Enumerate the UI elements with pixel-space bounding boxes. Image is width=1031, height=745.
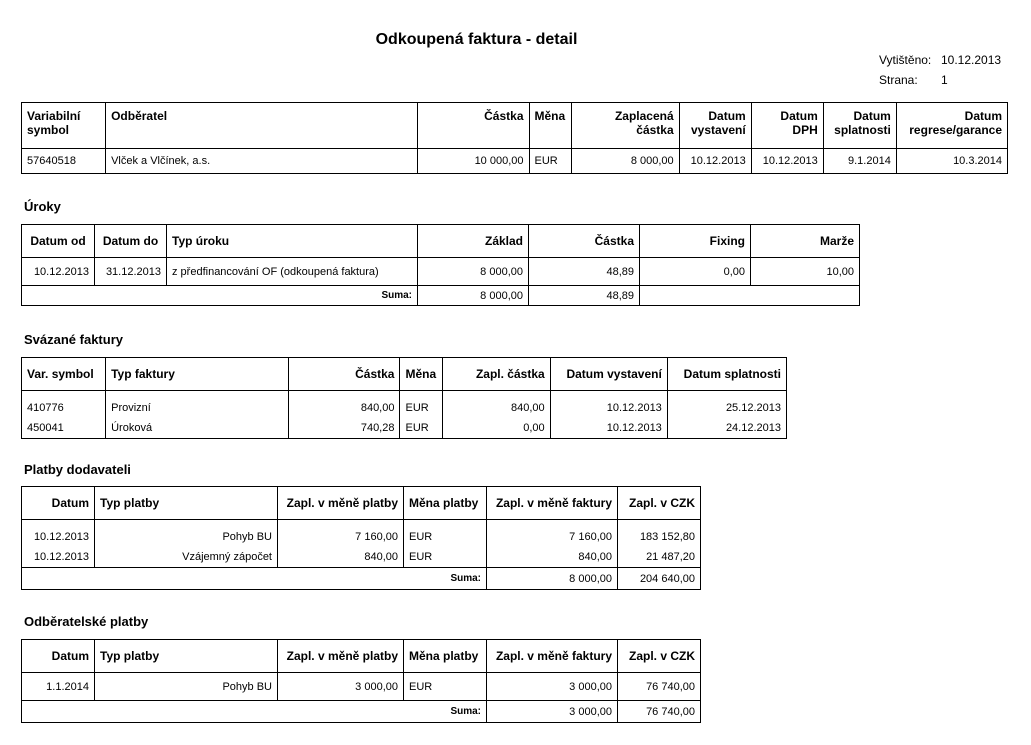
sum-empty [640, 286, 860, 306]
col-date: Datum [22, 487, 95, 520]
cell-currency: EUR [529, 149, 571, 174]
cell-date: 1.1.2014 [22, 673, 95, 701]
cell-paid: 840,00 [442, 399, 550, 418]
cell-pay-currency: EUR [404, 547, 487, 568]
col-due-date: Datum splatnosti [823, 103, 896, 149]
col-var-symbol: Variabilní symbol [22, 103, 106, 149]
sum-paid-czk: 204 640,00 [618, 568, 701, 590]
col-paid-pay-cur: Zapl. v měně platby [278, 487, 404, 520]
linked-section-title: Svázané faktury [24, 332, 123, 347]
cell-paid-pay-cur: 840,00 [278, 547, 404, 568]
cell-due-date: 25.12.2013 [667, 399, 786, 418]
col-type: Typ platby [95, 640, 278, 673]
printed-date [879, 53, 1001, 67]
cell-due-date: 9.1.2014 [823, 149, 896, 174]
cell-fixing: 0,00 [640, 258, 751, 286]
cell-pay-currency: EUR [404, 528, 487, 547]
cell-paid-inv-cur: 3 000,00 [487, 673, 618, 701]
col-type: Typ platby [95, 487, 278, 520]
cell-type: Pohyb BU [95, 528, 278, 547]
cell-paid-czk: 183 152,80 [618, 528, 701, 547]
cell-type: Vzájemný zápočet [95, 547, 278, 568]
col-amount: Částka [529, 225, 640, 258]
cell-type: Úroková [106, 418, 289, 439]
sum-paid-czk: 76 740,00 [618, 701, 701, 723]
table-row [22, 418, 787, 439]
sum-row [22, 286, 860, 306]
page-label: Strana: [879, 73, 918, 87]
cell-amount: 48,89 [529, 258, 640, 286]
col-from: Datum od [22, 225, 95, 258]
table-row [22, 673, 701, 701]
col-fixing: Fixing [640, 225, 751, 258]
page-number [879, 73, 948, 87]
table-row [22, 528, 701, 547]
col-paid: Zapl. částka [442, 358, 550, 391]
cell-amount: 840,00 [289, 399, 400, 418]
col-paid-inv-cur: Zapl. v měně faktury [487, 487, 618, 520]
cell-customer: Vlček a Vlčínek, a.s. [106, 149, 418, 174]
cell-regress-date: 10.3.2014 [896, 149, 1007, 174]
cell-issue-date: 10.12.2013 [550, 418, 667, 439]
page-value: 1 [941, 73, 948, 87]
cell-to: 31.12.2013 [95, 258, 167, 286]
col-amount: Částka [418, 103, 529, 149]
cell-var-symbol: 410776 [22, 399, 106, 418]
col-issue-date: Datum vystavení [550, 358, 667, 391]
cell-date: 10.12.2013 [22, 547, 95, 568]
sum-paid-inv-cur: 3 000,00 [487, 701, 618, 723]
cell-currency: EUR [400, 418, 442, 439]
cell-currency: EUR [400, 399, 442, 418]
col-type: Typ faktury [106, 358, 289, 391]
linked-table [21, 357, 787, 439]
sum-label: Suma: [22, 286, 418, 306]
cell-issue-date: 10.12.2013 [550, 399, 667, 418]
cell-paid-czk: 76 740,00 [618, 673, 701, 701]
cell-type: Provizní [106, 399, 289, 418]
col-type: Typ úroku [167, 225, 418, 258]
cell-vat-date: 10.12.2013 [751, 149, 823, 174]
cell-paid-pay-cur: 7 160,00 [278, 528, 404, 547]
col-customer: Odběratel [106, 103, 418, 149]
sum-base: 8 000,00 [418, 286, 529, 306]
cell-margin: 10,00 [751, 258, 860, 286]
col-pay-currency: Měna platby [404, 487, 487, 520]
col-base: Základ [418, 225, 529, 258]
cell-due-date: 24.12.2013 [667, 418, 786, 439]
col-due-date: Datum splatnosti [667, 358, 786, 391]
col-regress-date: Datum regrese/garance [896, 103, 1007, 149]
interest-table [21, 224, 860, 306]
table-row [22, 149, 1008, 174]
supplier-payments-table [21, 486, 701, 590]
cell-paid: 0,00 [442, 418, 550, 439]
col-issue-date: Datum vystavení [679, 103, 751, 149]
table-row [22, 399, 787, 418]
customer-payments-section-title: Odběratelské platby [24, 614, 149, 629]
cell-date: 10.12.2013 [22, 528, 95, 547]
col-margin: Marže [751, 225, 860, 258]
customer-payments-table [21, 639, 701, 723]
invoice-table [21, 102, 1008, 174]
sum-row [22, 568, 701, 590]
cell-paid-inv-cur: 840,00 [487, 547, 618, 568]
col-var-symbol: Var. symbol [22, 358, 106, 391]
col-paid-czk: Zapl. v CZK [618, 487, 701, 520]
col-vat-date: Datum DPH [751, 103, 823, 149]
sum-label: Suma: [22, 701, 487, 723]
cell-pay-currency: EUR [404, 673, 487, 701]
printed-value: 10.12.2013 [941, 53, 1002, 67]
col-currency: Měna [529, 103, 571, 149]
page-title: Odkoupená faktura - detail [375, 31, 578, 48]
col-paid-pay-cur: Zapl. v měně platby [278, 640, 404, 673]
col-paid: Zaplacená částka [571, 103, 679, 149]
supplier-payments-section-title: Platby dodavateli [24, 462, 131, 477]
interest-section-title: Úroky [24, 199, 61, 214]
cell-type: z předfinancování OF (odkoupená faktura) [167, 258, 418, 286]
col-pay-currency: Měna platby [404, 640, 487, 673]
sum-label: Suma: [22, 568, 487, 590]
sum-paid-inv-cur: 8 000,00 [487, 568, 618, 590]
cell-base: 8 000,00 [418, 258, 529, 286]
cell-var-symbol: 450041 [22, 418, 106, 439]
cell-paid-pay-cur: 3 000,00 [278, 673, 404, 701]
col-currency: Měna [400, 358, 442, 391]
sum-amount: 48,89 [529, 286, 640, 306]
col-paid-czk: Zapl. v CZK [618, 640, 701, 673]
cell-paid-czk: 21 487,20 [618, 547, 701, 568]
table-row [22, 258, 860, 286]
sum-row [22, 701, 701, 723]
col-to: Datum do [95, 225, 167, 258]
cell-issue-date: 10.12.2013 [679, 149, 751, 174]
cell-amount: 10 000,00 [418, 149, 529, 174]
col-paid-inv-cur: Zapl. v měně faktury [487, 640, 618, 673]
table-row [22, 547, 701, 568]
col-amount: Částka [289, 358, 400, 391]
cell-from: 10.12.2013 [22, 258, 95, 286]
cell-var-symbol: 57640518 [22, 149, 106, 174]
cell-type: Pohyb BU [95, 673, 278, 701]
cell-amount: 740,28 [289, 418, 400, 439]
cell-paid: 8 000,00 [571, 149, 679, 174]
col-date: Datum [22, 640, 95, 673]
printed-label: Vytištěno: [879, 53, 932, 67]
cell-paid-inv-cur: 7 160,00 [487, 528, 618, 547]
